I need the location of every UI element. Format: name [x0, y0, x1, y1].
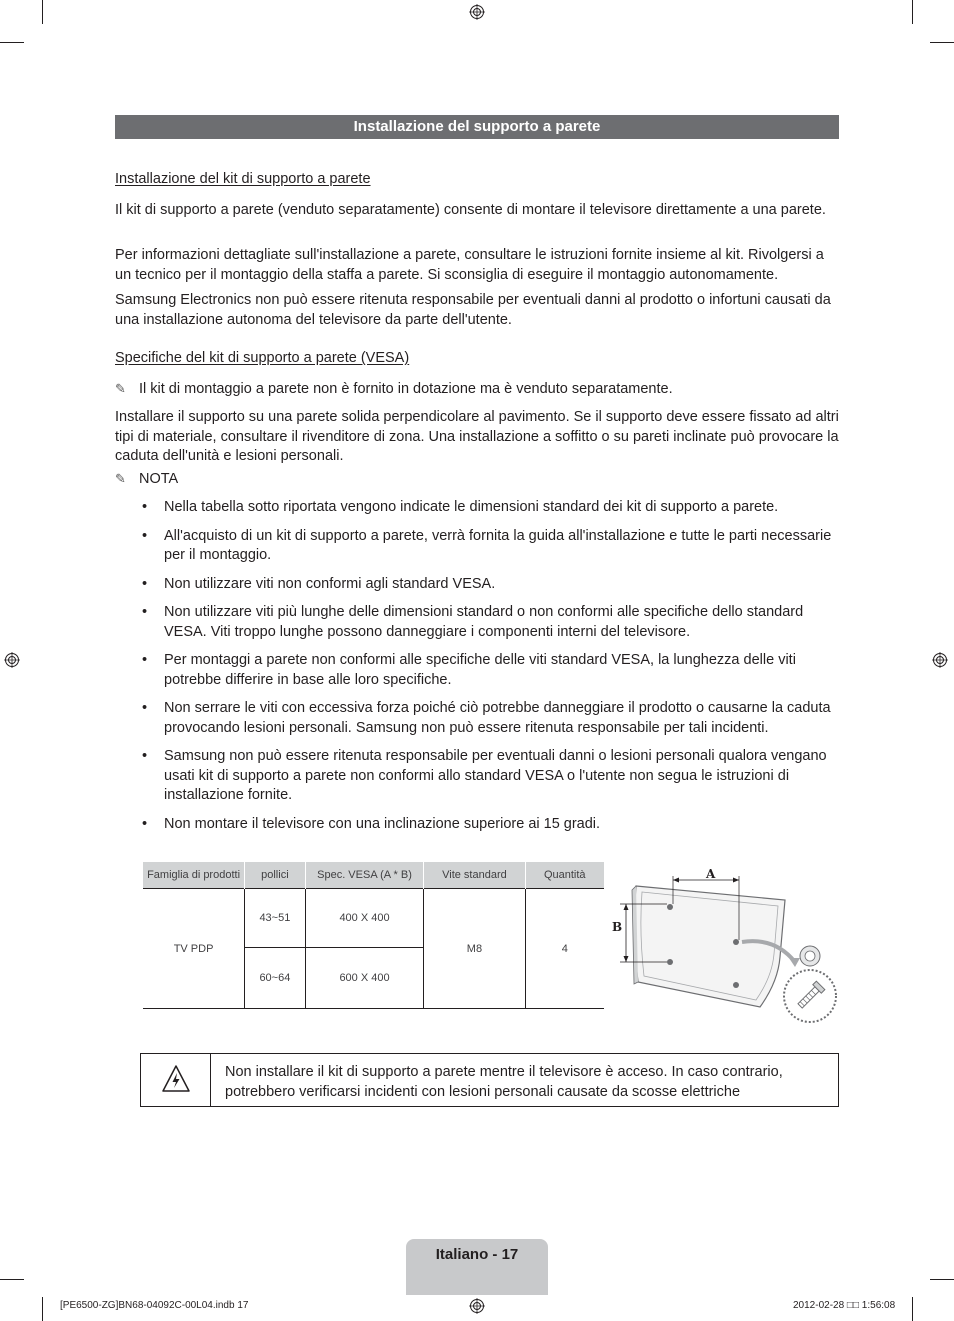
warning-text: Non installare il kit di supporto a parete mentre il televisore è acceso. In caso contrario, potrebbero verificarsi incidenti con lesioni personali causate da scosse elettriche [225, 1064, 783, 1100]
screw-cell: M8 [424, 889, 525, 1009]
crop-mark [930, 42, 954, 43]
quantity-cell: 4 [525, 889, 604, 1009]
column-header: Vite standard [424, 862, 525, 889]
pencil-icon: ✎ [115, 381, 126, 396]
dimension-b-label: B [612, 920, 623, 934]
section-title: Installazione del supporto a parete [115, 115, 839, 139]
page-number: Italiano - 17 [435, 1246, 519, 1263]
page-number-tab [406, 1239, 548, 1295]
vesa-spec-table [143, 862, 604, 1009]
warning-divider [210, 1054, 211, 1106]
inches-cell: 60~64 [245, 948, 306, 1009]
kit-heading: Installazione del kit di supporto a parete [115, 171, 371, 187]
list-item: • Nella tabella sotto riportata vengono indicate le dimensioni standard dei kit di supporto a parete. [142, 499, 779, 515]
list-item: • All'acquisto di un kit di supporto a parete, verrà fornita la guida all'installazione e tutte le parti necessarie per il montaggio. [142, 527, 832, 563]
vesa-note-text: Il kit di montaggio a parete non è fornito in dotazione ma è venduto separatamente. [139, 381, 673, 397]
registration-mark-icon [932, 652, 948, 668]
column-header: pollici [245, 862, 306, 889]
wall-mount-diagram [610, 862, 840, 1027]
inches-cell: 43~51 [245, 889, 306, 948]
list-item: • Non utilizzare viti non conformi agli standard VESA. [142, 575, 496, 592]
registration-mark-icon [4, 652, 20, 668]
list-item: • Samsung non può essere ritenuta responsabile per eventuali danni o lesioni personali qualora vengano usati kit di supporto a parete non conformi allo standard VESA o l'utente non segua le istruzioni di installazione fornite. [142, 748, 827, 803]
nota-heading [115, 469, 840, 490]
kit-paragraph-1: Il kit di supporto a parete (venduto separatamente) consente di montare il televisore direttamente a una parete. [115, 202, 826, 218]
column-header: Famiglia di prodotti [143, 862, 245, 889]
crop-mark [0, 42, 24, 43]
crop-mark [912, 1297, 913, 1321]
table-row [143, 889, 604, 948]
pencil-icon: ✎ [115, 471, 126, 486]
nota-bullet-list [140, 498, 840, 834]
dimension-a-label: A [706, 867, 716, 881]
registration-mark-icon [469, 4, 485, 20]
nota-label: NOTA [139, 471, 179, 487]
kit-paragraph-3: Samsung Electronics non può essere ritenuta responsabile per eventuali danni al prodotto o infortuni causati da una installazione autonoma del televisore da parte dell'utente. [115, 292, 831, 328]
list-item: • Non serrare le viti con eccessiva forza poiché ciò potrebbe danneggiare il prodotto o causarne la caduta provocando lesioni personali. Samsung non può essere ritenuta responsabile per tali incidenti. [142, 700, 831, 736]
column-header: Spec. VESA (A * B) [305, 862, 424, 889]
footer-timestamp: 2012-02-28 □□ 1:56:08 [793, 1300, 896, 1311]
vesa-heading: Specifiche del kit di supporto a parete (VESA) [115, 350, 410, 366]
footer-file-info: [PE6500-ZG]BN68-04092C-00L04.indb 17 [60, 1300, 249, 1311]
crop-mark [42, 1297, 43, 1321]
crop-mark [0, 1279, 24, 1280]
table-header-row [143, 862, 604, 889]
vesa-note [115, 379, 840, 400]
list-item: • Per montaggi a parete non conformi alle specifiche delle viti standard VESA, la lunghezza delle viti potrebbe differire in base alle loro specifiche. [142, 652, 796, 688]
vesa-paragraph: Installare il supporto su una parete solida perpendicolare al pavimento. Se il supporto deve essere fissato ad altri tipi di materiale, consultare il rivenditore di zona. Una installazione a soffitto o su pareti inclinate può provocare la caduta dell'unità e lesioni personali. [115, 409, 839, 464]
electric-shock-warning [140, 1053, 839, 1107]
kit-paragraph-2: Per informazioni dettagliate sull'installazione a parete, consultare le istruzioni fornite insieme al kit. Rivolgersi a un tecnico per il montaggio della staffa a parete. Si sconsiglia di eseguire il montaggio autonomamente. [115, 247, 824, 283]
vesa-cell: 400 X 400 [305, 889, 424, 948]
list-item: • Non utilizzare viti più lunghe delle dimensioni standard o non conformi alle specifiche dello standard VESA. Viti troppo lunghe possono danneggiare i componenti interni del televisore. [142, 604, 804, 640]
list-item: • Non montare il televisore con una inclinazione superiore ai 15 gradi. [142, 815, 601, 832]
electric-warning-icon [161, 1064, 191, 1094]
column-header: Quantità [525, 862, 604, 889]
crop-mark [42, 0, 43, 24]
crop-mark [930, 1279, 954, 1280]
registration-mark-icon [469, 1298, 485, 1314]
crop-mark [912, 0, 913, 24]
vesa-cell: 600 X 400 [305, 948, 424, 1009]
product-family-cell: TV PDP [143, 889, 245, 1009]
